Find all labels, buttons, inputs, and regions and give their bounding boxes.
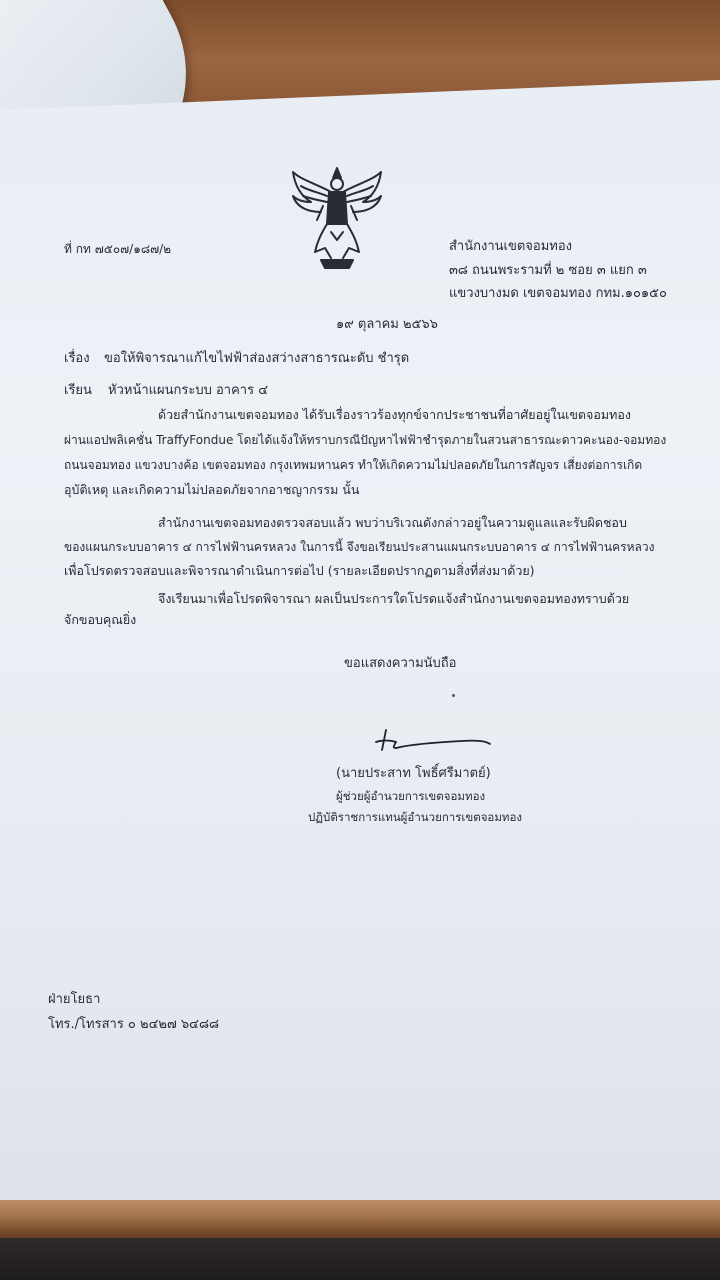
signer-name: (นายประสาท โพธิ์ศรีมาตย์): [336, 766, 491, 781]
paragraph-2-line-3: เพื่อโปรดตรวจสอบและพิจารณาดำเนินการต่อไป (รายละเอียดปรากฏตามสิ่งที่ส่งมาด้วย): [64, 563, 535, 578]
department-name: ฝ่ายโยธา: [48, 992, 101, 1007]
sender-address-line-1: สำนักงานเขตจอมทอง: [449, 239, 573, 254]
recipient-label: เรียน: [64, 383, 92, 398]
floor-strip: [0, 1238, 720, 1280]
sender-address-line-3: แขวงบางมด เขตจอมทอง กทม.๑๐๑๕๐: [449, 286, 667, 301]
subject-text: ขอให้พิจารณาแก้ไขไฟฟ้าส่องสว่างสาธารณะดับ ชำรุด: [104, 351, 410, 366]
recipient-text: หัวหน้าแผนกระบบ อาคาร ๔: [108, 383, 269, 398]
garuda-emblem-icon: [287, 162, 387, 272]
paragraph-3-line-1: จึงเรียนมาเพื่อโปรดพิจารณา ผลเป็นประการใดโปรดแจ้งสำนักงานเขตจอมทองทราบด้วย: [158, 591, 630, 606]
reference-number: ที่ กท ๗๕๐๗/๑๘๗/๒: [64, 242, 172, 256]
signer-title-1: ผู้ช่วยผู้อำนวยการเขตจอมทอง: [336, 789, 486, 803]
paragraph-1-line-2: ผ่านแอปพลิเคชั่น TraffyFondue โดยได้แจ้งให้ทราบกรณีปัญหาไฟฟ้าชำรุดภายในสวนสาธารณะดาวคะนอง-จอมทอง: [64, 433, 667, 447]
paragraph-2-line-1: สำนักงานเขตจอมทองตรวจสอบแล้ว พบว่าบริเวณดังกล่าวอยู่ในความดูแลและรับผิดชอบ: [158, 515, 627, 530]
paragraph-3-line-2: จักขอบคุณยิ่ง: [64, 612, 137, 627]
paragraph-1-line-3: ถนนจอมทอง แขวงบางค้อ เขตจอมทอง กรุงเทพมหานคร ทำให้เกิดความไม่ปลอดภัยในการสัญจร เสี่ยงต่อการเกิด: [64, 458, 643, 472]
signer-title-2: ปฏิบัติราชการแทนผู้อำนวยการเขตจอมทอง: [308, 810, 523, 824]
paragraph-1-line-4: อุบัติเหตุ และเกิดความไม่ปลอดภัยจากอาชญากรรม นั้น: [64, 482, 360, 497]
phone-number: โทร./โทรสาร ๐ ๒๔๒๗ ๖๔๘๘: [48, 1017, 220, 1032]
paragraph-2-line-2: ของแผนกระบบอาคาร ๔ การไฟฟ้านครหลวง ในการนี้ จึงขอเรียนประสานแผนกระบบอาคาร ๔ การไฟฟ้านครหลวง: [64, 540, 655, 554]
paragraph-1-line-1: ด้วยสำนักงานเขตจอมทอง ได้รับเรื่องราวร้องทุกข์จากประชาชนที่อาศัยอยู่ในเขตจอมทอง: [158, 407, 631, 422]
letter-date: ๑๙ ตุลาคม ๒๕๖๖: [336, 317, 438, 332]
signature-icon: [372, 728, 494, 758]
closing-text: ขอแสดงความนับถือ: [344, 656, 457, 671]
subject-label: เรื่อง: [64, 351, 90, 366]
ink-dot: [452, 694, 455, 697]
sender-address-line-2: ๓๘ ถนนพระรามที่ ๒ ซอย ๓ แยก ๓: [449, 263, 647, 278]
